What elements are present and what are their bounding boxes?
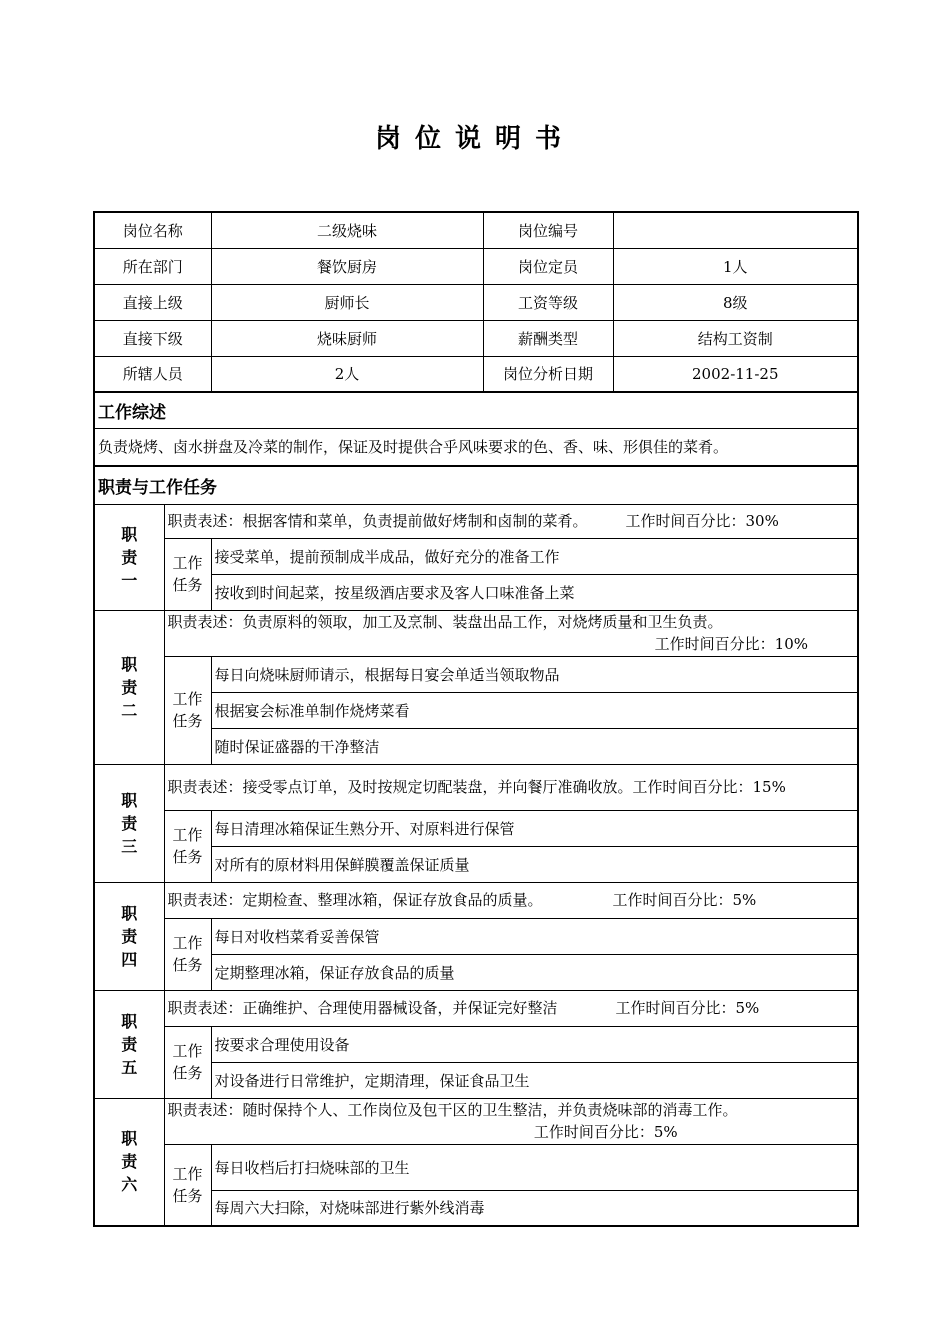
info-value: 二级烧味	[211, 212, 483, 248]
duty-desc: 职责表述：负责原料的领取，加工及烹制、装盘出品工作，对烧烤质量和卫生负责。 工作时间百分比：10%	[164, 610, 858, 656]
duty-desc: 职责表述：接受零点订单，及时按规定切配装盘，并向餐厅准确收放。工作时间百分比：15%	[164, 764, 858, 810]
summary-heading: 工作综述	[94, 392, 858, 428]
info-row	[94, 284, 858, 320]
task-label: 工作 任务	[164, 538, 211, 610]
duty-pct: 工作时间百分比：5%	[615, 999, 760, 1017]
duty-desc-row	[94, 504, 858, 538]
info-label: 直接上级	[94, 284, 211, 320]
info-label: 岗位定员	[483, 248, 613, 284]
info-value: 2人	[211, 356, 483, 392]
duty-desc-row	[94, 990, 858, 1026]
duty-desc: 职责表述：根据客情和菜单，负责提前做好烤制和卤制的菜肴。 工作时间百分比：30%	[164, 504, 858, 538]
duty-label: 职 责 四	[94, 882, 164, 990]
task-item: 按要求合理使用设备	[211, 1026, 858, 1062]
task-item: 每日清理冰箱保证生熟分开、对原料进行保管	[211, 810, 858, 846]
duty-pct: 工作时间百分比：5%	[533, 1123, 678, 1141]
info-label: 薪酬类型	[483, 320, 613, 356]
task-item: 每日对收档菜肴妥善保管	[211, 918, 858, 954]
task-item: 对设备进行日常维护，定期清理，保证食品卫生	[211, 1062, 858, 1098]
info-value: 厨师长	[211, 284, 483, 320]
duty-desc: 职责表述：随时保持个人、工作岗位及包干区的卫生整洁，并负责烧味部的消毒工作。 工作时间百分比：5%	[164, 1098, 858, 1144]
duty-label: 职 责 五	[94, 990, 164, 1098]
info-row	[94, 320, 858, 356]
task-item: 每日收档后打扫烧味部的卫生	[211, 1144, 858, 1190]
task-label: 工作 任务	[164, 810, 211, 882]
duty-label: 职 责 六	[94, 1098, 164, 1226]
info-row	[94, 356, 858, 392]
task-item: 按收到时间起菜，按星级酒店要求及客人口味准备上菜	[211, 574, 858, 610]
duty-desc-row	[94, 610, 858, 656]
task-label: 工作 任务	[164, 1144, 211, 1226]
info-value	[613, 212, 858, 248]
job-description-table	[93, 211, 859, 1227]
duties-heading: 职责与工作任务	[94, 466, 858, 504]
info-value: 餐饮厨房	[211, 248, 483, 284]
info-value: 结构工资制	[613, 320, 858, 356]
duty-desc: 职责表述：正确维护、合理使用器械设备，并保证完好整洁 工作时间百分比：5%	[164, 990, 858, 1026]
duty-desc-row	[94, 1098, 858, 1144]
document-title: 岗位说明书	[374, 124, 575, 154]
duty-label: 职 责 三	[94, 764, 164, 882]
task-label: 工作 任务	[164, 1026, 211, 1098]
task-item: 对所有的原材料用保鲜膜覆盖保证质量	[211, 846, 858, 882]
task-item: 根据宴会标准单制作烧烤菜看	[211, 692, 858, 728]
task-item: 随时保证盛器的干净整洁	[211, 728, 858, 764]
duty-pct: 工作时间百分比：5%	[612, 891, 757, 909]
duty-pct: 工作时间百分比：30%	[625, 512, 779, 530]
summary-text: 负责烧烤、卤水拼盘及冷菜的制作，保证及时提供合乎风味要求的色、香、味、形俱佳的菜肴。	[94, 428, 858, 466]
duty-label: 职 责 一	[94, 504, 164, 610]
task-label: 工作 任务	[164, 656, 211, 764]
info-row	[94, 248, 858, 284]
info-label: 工资等级	[483, 284, 613, 320]
info-label: 岗位名称	[94, 212, 211, 248]
info-row	[94, 212, 858, 248]
duty-pct: 工作时间百分比：10%	[654, 635, 809, 653]
duty-desc: 职责表述：定期检查、整理冰箱，保证存放食品的质量。 工作时间百分比：5%	[164, 882, 858, 918]
info-label: 岗位编号	[483, 212, 613, 248]
info-value: 烧味厨师	[211, 320, 483, 356]
task-item: 每周六大扫除，对烧味部进行紫外线消毒	[211, 1190, 858, 1226]
info-value: 1人	[613, 248, 858, 284]
task-item: 接受菜单，提前预制成半成品，做好充分的准备工作	[211, 538, 858, 574]
task-label: 工作 任务	[164, 918, 211, 990]
info-label: 所辖人员	[94, 356, 211, 392]
duty-desc-row	[94, 764, 858, 810]
duty-desc-row	[94, 882, 858, 918]
task-item: 定期整理冰箱，保证存放食品的质量	[211, 954, 858, 990]
info-value: 2002-11-25	[613, 356, 858, 392]
info-label: 所在部门	[94, 248, 211, 284]
info-label: 岗位分析日期	[483, 356, 613, 392]
task-item: 每日向烧味厨师请示，根据每日宴会单适当领取物品	[211, 656, 858, 692]
info-label: 直接下级	[94, 320, 211, 356]
info-value: 8级	[613, 284, 858, 320]
duty-label: 职 责 二	[94, 610, 164, 764]
